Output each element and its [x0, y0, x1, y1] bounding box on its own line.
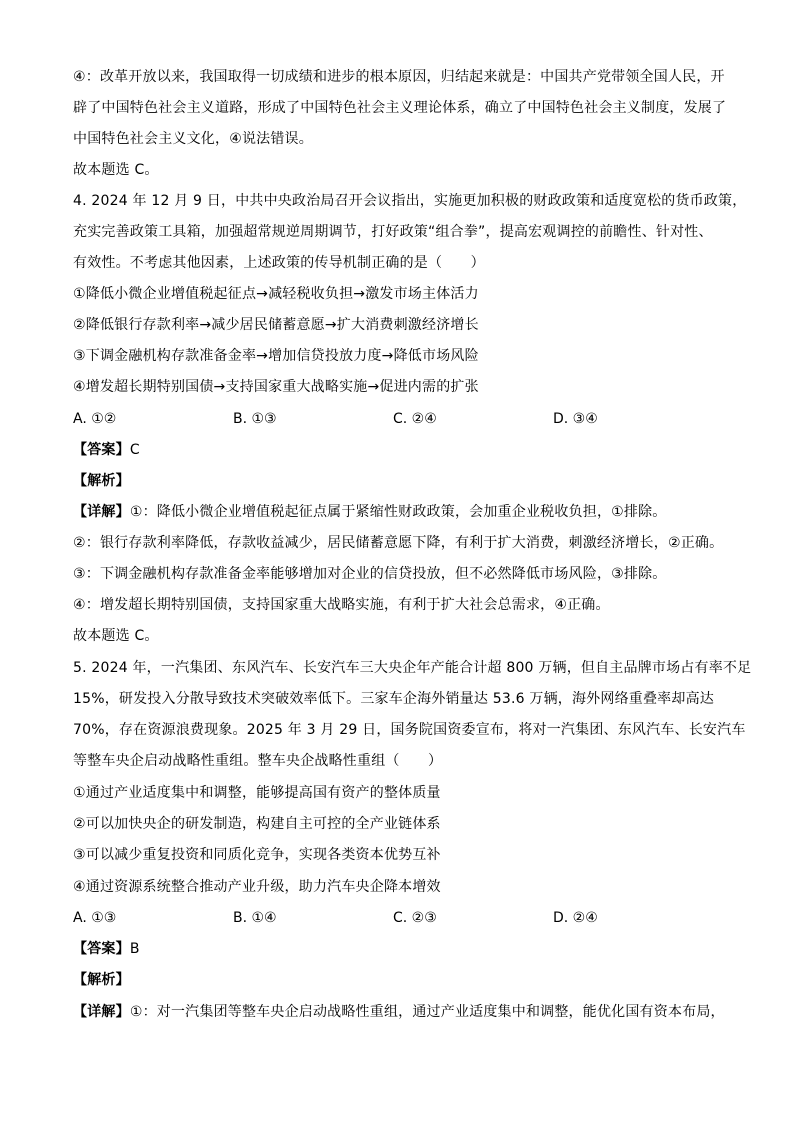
question-5-stem: 15%，研发投入分散导致技术突破效率低下。三家车企海外销量达 53.6 万辆，海外网络重叠率却高达: [73, 691, 714, 707]
detail-line: ②：银行存款利率降低，存款收益减少，居民储蓄意愿下降，有利于扩大消费，刺激经济增长，②正确。: [73, 535, 724, 551]
question-4-stem: 4. 2024 年 12 月 9 日，中共中央政治局召开会议指出，实施更加积极的财政政策和适度宽松的货币政策，: [73, 193, 747, 209]
question-5-item: ③可以减少重复投资和同质化竞争，实现各类资本优势互补: [73, 847, 441, 863]
detail-line: 故本题选 C。: [73, 628, 159, 644]
question-4-stem: 充实完善政策工具箱，加强超常规逆周期调节，打好政策“组合拳”，提高宏观调控的前瞻性、针对性、: [73, 224, 713, 240]
detail-tag: 【详解】: [73, 504, 130, 520]
option-a: A. ①③: [73, 910, 117, 926]
detail-line: ③：下调金融机构存款准备金率能够增加对企业的信贷投放，但不必然降低市场风险，③排除。: [73, 566, 667, 582]
option-c: C. ②④: [393, 411, 437, 427]
question-4-item: ④增发超长期特别国债→支持国家重大战略实施→促进内需的扩张: [73, 379, 479, 395]
question-5-item: ②可以加快央企的研发制造，构建自主可控的全产业链体系: [73, 816, 441, 832]
answer-line: [73, 940, 753, 958]
text-line: 中国特色社会主义文化，④说法错误。: [73, 131, 313, 147]
detail-text: ①：降低小微企业增值税起征点属于紧缩性财政政策，会加重企业税收负担，①排除。: [129, 504, 667, 520]
option-d: D. ②④: [553, 910, 598, 926]
detail-tag: 【详解】: [73, 1004, 130, 1020]
option-b: B. ①④: [233, 910, 277, 926]
question-5-item: ④通过资源系统整合推动产业升级，助力汽车央企降本增效: [73, 879, 441, 895]
option-c: C. ②③: [393, 910, 437, 926]
question-4-item: ③下调金融机构存款准备金率→增加信贷投放力度→降低市场风险: [73, 348, 479, 364]
question-4-stem: 有效性。不考虑其他因素，上述政策的传导机制正确的是（ ）: [73, 255, 485, 271]
analysis-tag: 【解析】: [73, 473, 130, 489]
option-d: D. ③④: [553, 411, 598, 427]
answer-value: B: [129, 941, 140, 957]
text-line: ④：改革开放以来，我国取得一切成绩和进步的根本原因，归结起来就是：中国共产党带领全国人民，开: [73, 69, 725, 85]
detail-line: ④：增发超长期特别国债，支持国家重大战略实施，有利于扩大社会总需求，④正确。: [73, 597, 610, 613]
question-5-stem: 5. 2024 年，一汽集团、东风汽车、长安汽车三大央企年产能合计超 800 万辆，但自主品牌市场占有率不足: [73, 660, 752, 676]
answer-value: C: [129, 442, 140, 458]
question-4-item: ②降低银行存款利率→减少居民储蓄意愿→扩大消费刺激经济增长: [73, 317, 479, 333]
text-line: 辟了中国特色社会主义道路，形成了中国特色社会主义理论体系，确立了中国特色社会主义制度，发展了: [73, 100, 727, 116]
analysis-tag: 【解析】: [73, 972, 130, 988]
question-5-item: ①通过产业适度集中和调整，能够提高国有资产的整体质量: [73, 785, 441, 801]
question-4-item: ①降低小微企业增值税起征点→减轻税收负担→激发市场主体活力: [73, 286, 479, 302]
answer-tag: 【答案】: [73, 442, 130, 458]
detail-line: [73, 1003, 753, 1021]
detail-line: [73, 503, 753, 521]
question-5-stem: 等整车央企启动战略性重组。整车央企战略性重组（ ）: [73, 753, 443, 769]
text-line: 故本题选 C。: [73, 162, 159, 178]
answer-tag: 【答案】: [73, 941, 130, 957]
option-b: B. ①③: [233, 411, 277, 427]
option-a: A. ①②: [73, 411, 117, 427]
detail-text: ①：对一汽集团等整车央企启动战略性重组，通过产业适度集中和调整，能优化国有资本布局，: [129, 1004, 725, 1020]
answer-line: [73, 441, 753, 459]
question-5-stem: 70%，存在资源浪费现象。2025 年 3 月 29 日，国务院国资委宣布，将对一汽集团、东风汽车、长安汽车: [73, 722, 746, 738]
